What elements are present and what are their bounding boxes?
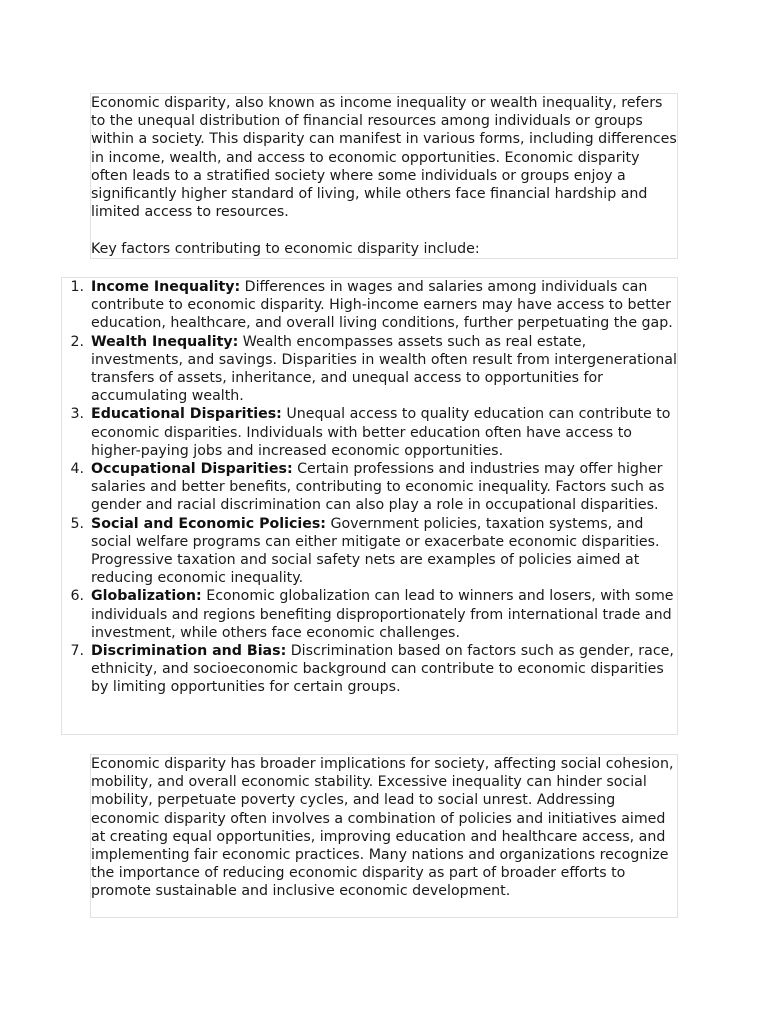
key-factors-lead: Key factors contributing to economic disparity include: — [91, 240, 480, 257]
list-number: 1. — [70, 279, 84, 295]
factor-title: Occupational Disparities: — [91, 461, 293, 478]
list-number: 2. — [70, 333, 84, 350]
list-item — [70, 515, 677, 588]
list-number: 6. — [70, 588, 84, 605]
list-number: 7. — [70, 643, 84, 660]
factor-title: Discrimination and Bias: — [91, 643, 287, 660]
factor-title: Wealth Inequality: — [91, 333, 239, 350]
closing-paragraph: Economic disparity has broader implications for society, affecting social cohesion, mobility, and overall economic stability. Excessive inequality can hinder social mobility, perpetuate poverty cycles, and lead to social unrest. Addressing economic disparity often involves a combination of policies and initiatives aimed at creating equal opportunities, improving education and healthcare access, and implementing fair economic practices. Many nations and organizations recognize the importance of reducing economic disparity as part of broader efforts to promote sustainable and inclusive economic development. — [91, 756, 678, 900]
list-item — [70, 333, 677, 406]
factor-text: Wealth encompasses assets such as real estate, investments, and savings. Disparities in wealth often result from intergenerational transfers of assets, inheritance, and unequal access to opportunities for accumulating wealth. — [91, 333, 677, 405]
factor-title: Social and Economic Policies: — [91, 515, 326, 532]
factor-text: Differences in wages and salaries among individuals can contribute to economic disparity. High-income earners may have access to better education, healthcare, and overall living conditions, further perpetuating the gap. — [91, 279, 673, 332]
list-number: 5. — [70, 515, 84, 532]
factor-title: Income Inequality: — [91, 279, 241, 295]
list-item — [70, 278, 677, 333]
list-item — [70, 405, 677, 460]
intro-paragraph: Economic disparity, also known as income inequality or wealth inequality, refers to the unequal distribution of financial resources among individuals or groups within a society. This disparity can manifest in various forms, including differences in income, wealth, and access to economic opportunities. Economic disparity often leads to a stratified society where some individuals or groups enjoy a significantly higher standard of living, while others face financial hardship and limited access to resources. — [91, 95, 682, 221]
factors-list — [62, 278, 677, 697]
closing-section — [90, 754, 678, 918]
factor-text: Discrimination based on factors such as gender, race, ethnicity, and socioeconomic background can contribute to economic disparities by limiting opportunities for certain groups. — [91, 643, 674, 696]
list-item — [70, 460, 677, 515]
factor-text: Government policies, taxation systems, and social welfare programs can either mitigate or exacerbate economic disparities. Progressive taxation and social safety nets are examples of policies aimed at reducing economic inequality. — [91, 515, 660, 587]
intro-section — [90, 93, 682, 259]
factors-list-section — [61, 277, 678, 735]
list-item — [70, 587, 677, 642]
factor-text: Economic globalization can lead to winners and losers, with some individuals and regions benefiting disproportionately from international trade and investment, while others face economic challenges. — [91, 588, 674, 641]
list-number: 4. — [70, 461, 84, 478]
factor-text: Certain professions and industries may offer higher salaries and better benefits, contributing to economic inequality. Factors such as gender and racial discrimination can also play a role in occupational disparities. — [91, 461, 665, 514]
factor-title: Globalization: — [91, 588, 202, 605]
list-number: 3. — [70, 406, 84, 423]
factor-text: Unequal access to quality education can contribute to economic disparities. Individuals with better education often have access to higher-paying jobs and increased economic opportunities. — [91, 406, 671, 459]
factor-title: Educational Disparities: — [91, 406, 282, 423]
list-item — [70, 642, 677, 697]
